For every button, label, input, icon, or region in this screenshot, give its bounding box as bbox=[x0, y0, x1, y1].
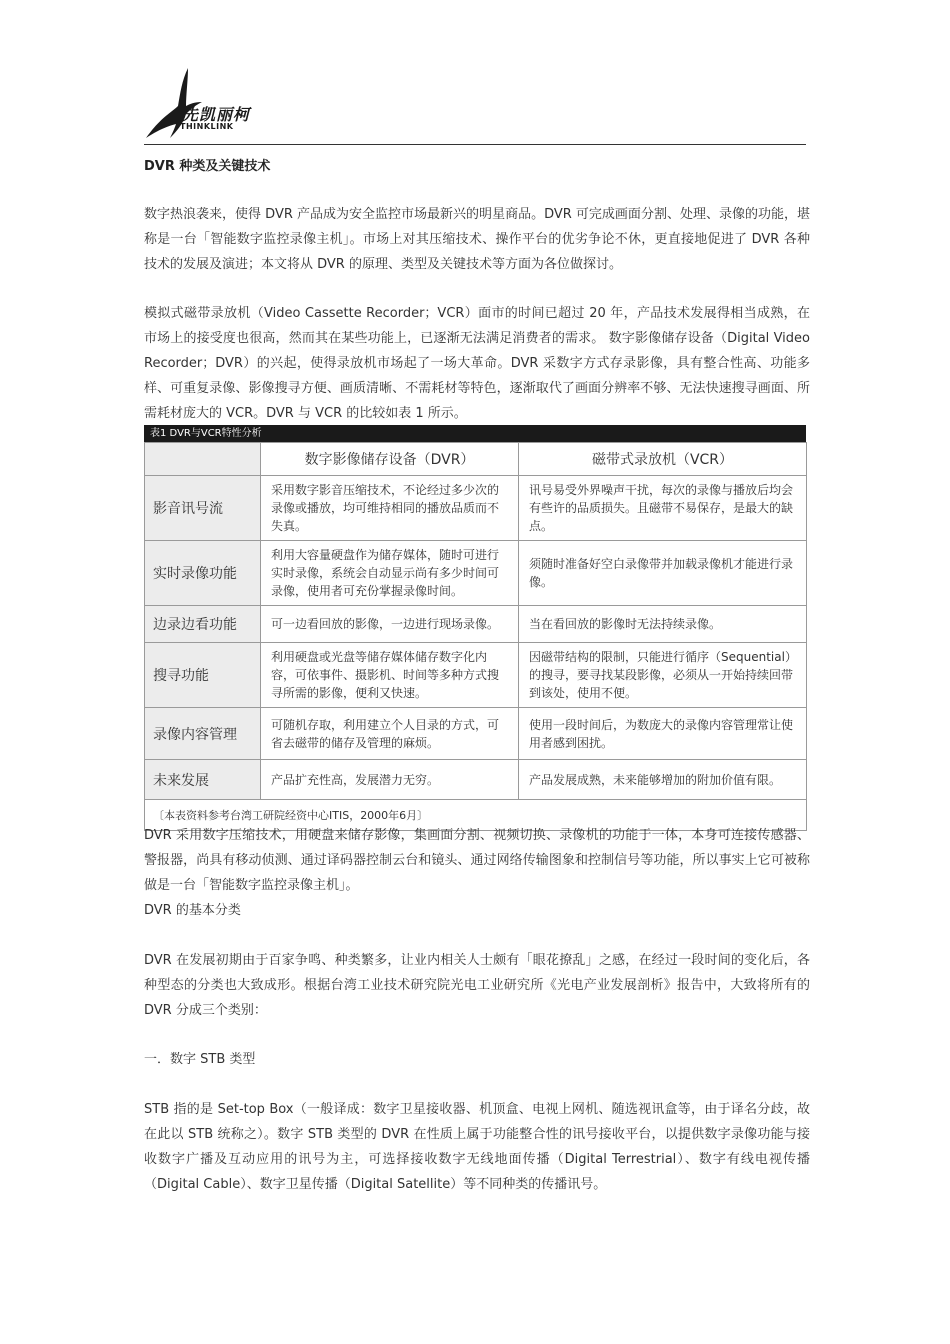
section-heading-stb: 一．数字 STB 类型 bbox=[144, 1052, 256, 1067]
table-corner-cell bbox=[145, 443, 261, 476]
table-header-row bbox=[145, 443, 807, 476]
comparison-table bbox=[144, 425, 806, 831]
vcr-cell: 因磁带结构的限制，只能进行循序（Sequential）的搜寻，要寻找某段影像，必须从一开始持续回带到该处，使用不便。 bbox=[519, 643, 807, 708]
row-label: 影音讯号流 bbox=[145, 476, 261, 541]
table-row bbox=[145, 760, 807, 800]
vcr-cell: 当在看回放的影像时无法持续录像。 bbox=[519, 606, 807, 643]
dvr-description-paragraph: DVR 采用数字压缩技术，用硬盘来储存影像，集画面分割、视频切换、录像机的功能于一体，本身可连接传感器、警报器，尚具有移动侦测、通过译码器控制云台和镜头、通过网络传输图象和控制信号等功能，所以事实上它可被称做是一台「智能数字监控录像主机」。 bbox=[144, 828, 810, 893]
row-label: 边录边看功能 bbox=[145, 606, 261, 643]
column-header-vcr: 磁带式录放机（VCR） bbox=[519, 443, 807, 476]
stb-paragraph: STB 指的是 Set-top Box（一般译成：数字卫星接收器、机顶盒、电视上网机、随选视讯盒等，由于译名分歧，故在此以 STB 统称之）。数字 STB 类型的 DVR 在性质上属于功能整合性的讯号接收平台，以提供数字录像功能与接收数字广播及互动应用的讯号为主，可选择接收数字无线地面传播（Digital Terrestrial）、数字有线电视传播（Digital Cable）、数字卫星传播（Digital Satellite）等不同种类的传播讯号。 bbox=[144, 1102, 810, 1192]
vcr-history-paragraph: 模拟式磁带录放机（Video Cassette Recorder；VCR）面市的时间已超过 20 年，产品技术发展得相当成熟，在市场上的接受度也很高，然而其在某些功能上，已逐渐无法满足消费者的需求。 数字影像储存设备（Digital Video Recorder；DVR）的兴起，使得录放机市场起了一场大革命。DVR 采数字方式存录影像，具有整合性高、功能多样、可重复录像、影像搜寻方便、画质清晰、不需耗材等特色，逐渐取代了画面分辨率不够、无法快速搜寻画面、所需耗材庞大的 VCR。DVR 与 VCR 的比较如表 1 所示。 bbox=[144, 306, 810, 421]
row-label: 搜寻功能 bbox=[145, 643, 261, 708]
vcr-cell: 讯号易受外界噪声干扰，每次的录像与播放后均会有些许的品质损失。且磁带不易保存，是最大的缺点。 bbox=[519, 476, 807, 541]
logo-chinese-name: 先凯丽柯 bbox=[182, 105, 251, 124]
row-label: 未来发展 bbox=[145, 760, 261, 800]
article-title: DVR 种类及关键技术 bbox=[144, 159, 271, 174]
table-row bbox=[145, 643, 807, 708]
row-label: 实时录像功能 bbox=[145, 541, 261, 606]
dvr-cell: 利用硬盘或光盘等储存媒体储存数字化内容，可依事件、摄影机、时间等多种方式搜寻所需的影像，便利又快速。 bbox=[261, 643, 519, 708]
page-header bbox=[144, 66, 806, 145]
dvr-cell: 产品扩充性高，发展潜力无穷。 bbox=[261, 760, 519, 800]
table-row bbox=[145, 476, 807, 541]
dvr-cell: 采用数字影音压缩技术，不论经过多少次的录像或播放，均可维持相同的播放品质而不失真。 bbox=[261, 476, 519, 541]
table-source-note: 〔本表资料参考台湾工研院经资中心ITIS，2000年6月〕 bbox=[145, 800, 807, 831]
table-row bbox=[145, 708, 807, 760]
dvr-cell: 利用大容量硬盘作为储存媒体，随时可进行实时录像，系统会自动显示尚有多少时间可录像，使用者可充份掌握录像时间。 bbox=[261, 541, 519, 606]
intro-paragraph: 数字热浪袭来，使得 DVR 产品成为安全监控市场最新兴的明星商品。DVR 可完成画面分割、处理、录像的功能，堪称是一台「智能数字监控录像主机」。市场上对其压缩技术、操作平台的优劣争论不休，更直接地促进了 DVR 各种技术的发展及演进；本文将从 DVR 的原理、类型及关键技术等方面为各位做探讨。 bbox=[144, 207, 810, 272]
dvr-cell: 可随机存取，利用建立个人目录的方式，可省去磁带的储存及管理的麻烦。 bbox=[261, 708, 519, 760]
table-caption: 表1 DVR与VCR特性分析 bbox=[144, 425, 806, 442]
vcr-cell: 产品发展成熟，未来能够增加的附加价值有限。 bbox=[519, 760, 807, 800]
classification-paragraph: DVR 在发展初期由于百家争鸣、种类繁多，让业内相关人士颇有「眼花撩乱」之感，在经过一段时间的变化后，各种型态的分类也大致成形。根据台湾工业技术研究院光电工业研究所《光电产业发展剖析》报告中，大致将所有的 DVR 分成三个类别： bbox=[144, 953, 810, 1018]
company-logo bbox=[144, 66, 274, 140]
table-row bbox=[145, 606, 807, 643]
section-heading-basic-types: DVR 的基本分类 bbox=[144, 903, 241, 918]
logo-english-name: THINKLINK bbox=[180, 122, 234, 131]
dvr-cell: 可一边看回放的影像，一边进行现场录像。 bbox=[261, 606, 519, 643]
column-header-dvr: 数字影像储存设备（DVR） bbox=[261, 443, 519, 476]
vcr-cell: 使用一段时间后，为数庞大的录像内容管理常让使用者感到困扰。 bbox=[519, 708, 807, 760]
vcr-cell: 须随时准备好空白录像带并加载录像机才能进行录像。 bbox=[519, 541, 807, 606]
row-label: 录像内容管理 bbox=[145, 708, 261, 760]
table-row bbox=[145, 541, 807, 606]
